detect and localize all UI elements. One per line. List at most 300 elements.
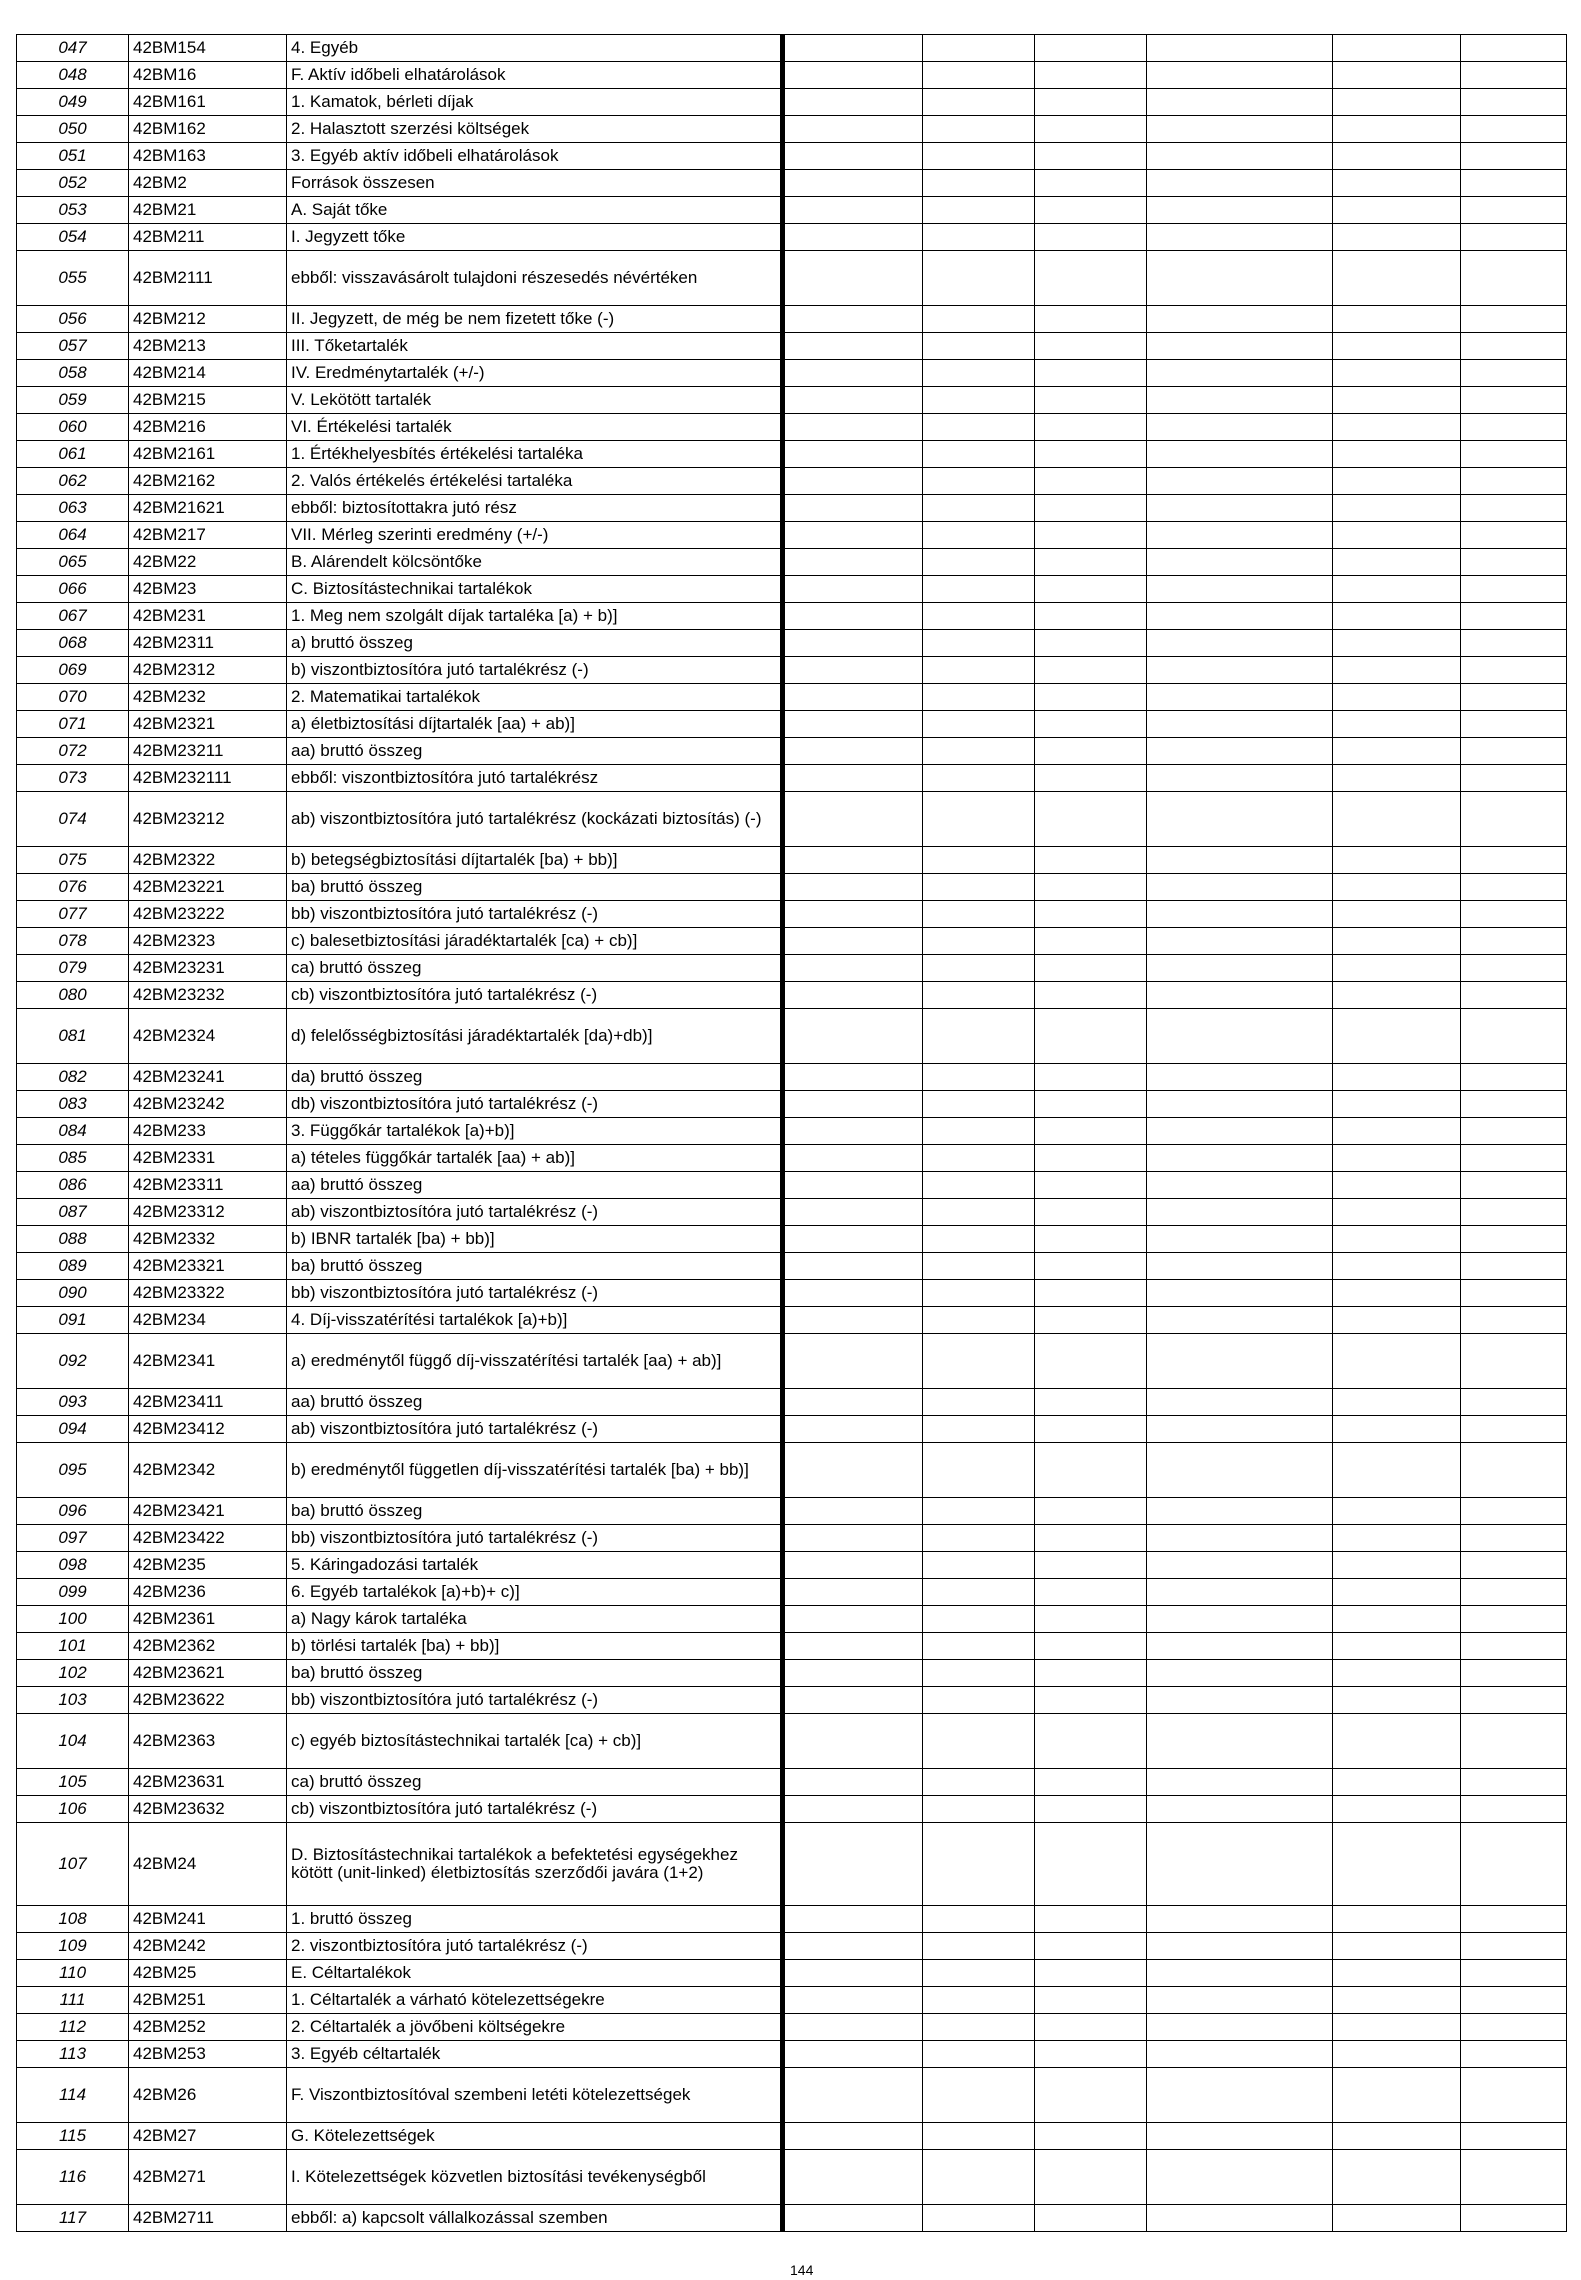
value-cell [923,874,1035,901]
value-cell [1461,1118,1567,1145]
value-cell [1461,657,1567,684]
table-row [17,549,1567,576]
row-description: II. Jegyzett, de még be nem fizetett tőke (-) [287,306,783,333]
table-row [17,333,1567,360]
value-cell [923,116,1035,143]
value-cell [1461,549,1567,576]
value-cell [1461,576,1567,603]
value-cell [1461,2041,1567,2068]
value-cell [1461,738,1567,765]
table-row [17,2068,1567,2123]
row-number: 089 [17,1253,129,1280]
value-cell [1333,495,1461,522]
value-cell [1461,1633,1567,1660]
value-cell [1147,1280,1333,1307]
value-cell [783,1633,923,1660]
value-cell [783,522,923,549]
row-number: 054 [17,224,129,251]
value-cell [1035,414,1147,441]
value-cell [1035,1525,1147,1552]
row-number: 051 [17,143,129,170]
value-cell [923,1307,1035,1334]
value-cell [1333,738,1461,765]
value-cell [783,387,923,414]
table-row [17,1416,1567,1443]
value-cell [923,1145,1035,1172]
row-description: 6. Egyéb tartalékok [a)+b)+ c)] [287,1579,783,1606]
value-cell [1035,1334,1147,1389]
value-cell [1333,170,1461,197]
row-description: a) eredménytől függő díj-visszatérítési tartalék [aa) + ab)] [287,1334,783,1389]
value-cell [923,1769,1035,1796]
row-description: IV. Eredménytartalék (+/-) [287,360,783,387]
value-cell [923,1606,1035,1633]
value-cell [1035,2123,1147,2150]
value-cell [1147,224,1333,251]
row-description: 1. Kamatok, bérleti díjak [287,89,783,116]
value-cell [1333,711,1461,738]
value-cell [1461,982,1567,1009]
value-cell [1333,1389,1461,1416]
value-cell [1333,1714,1461,1769]
value-cell [783,170,923,197]
value-cell [1461,387,1567,414]
value-cell [923,657,1035,684]
value-cell [1147,1443,1333,1498]
table-row [17,89,1567,116]
row-description: bb) viszontbiztosítóra jutó tartalékrész (-) [287,901,783,928]
row-code: 42BM23212 [129,792,287,847]
row-code: 42BM23221 [129,874,287,901]
value-cell [923,2068,1035,2123]
value-cell [1333,901,1461,928]
row-description: a) Nagy károk tartaléka [287,1606,783,1633]
value-cell [1035,1091,1147,1118]
row-description: 2. Halasztott szerzési költségek [287,116,783,143]
value-cell [1035,711,1147,738]
value-cell [923,360,1035,387]
row-code: 42BM23631 [129,1769,287,1796]
row-number: 077 [17,901,129,928]
table-row [17,1009,1567,1064]
row-number: 114 [17,2068,129,2123]
value-cell [1147,1091,1333,1118]
row-number: 082 [17,1064,129,1091]
value-cell [1461,1606,1567,1633]
value-cell [1147,1145,1333,1172]
value-cell [783,657,923,684]
value-cell [1035,1714,1147,1769]
row-description: G. Kötelezettségek [287,2123,783,2150]
value-cell [1333,2150,1461,2205]
row-description: D. Biztosítástechnikai tartalékok a befektetési egységekhez kötött (unit-linked) életbiztosítás szerződői javára (1+2) [287,1823,783,1906]
row-description: ba) bruttó összeg [287,1253,783,1280]
row-code: 42BM22 [129,549,287,576]
row-number: 111 [17,1987,129,2014]
value-cell [1461,116,1567,143]
row-code: 42BM251 [129,1987,287,2014]
row-code: 42BM232111 [129,765,287,792]
value-cell [1147,901,1333,928]
value-cell [783,1525,923,1552]
value-cell [1333,982,1461,1009]
value-cell [1035,522,1147,549]
value-cell [923,306,1035,333]
row-number: 052 [17,170,129,197]
row-description: b) viszontbiztosítóra jutó tartalékrész (-) [287,657,783,684]
value-cell [923,1906,1035,1933]
value-cell [923,1687,1035,1714]
row-code: 42BM2331 [129,1145,287,1172]
row-code: 42BM2322 [129,847,287,874]
value-cell [1333,2014,1461,2041]
value-cell [783,1769,923,1796]
row-description: b) IBNR tartalék [ba) + bb)] [287,1226,783,1253]
value-cell [783,1226,923,1253]
row-code: 42BM23411 [129,1389,287,1416]
row-code: 42BM163 [129,143,287,170]
row-code: 42BM2321 [129,711,287,738]
value-cell [1147,89,1333,116]
value-cell [923,549,1035,576]
value-cell [1461,1498,1567,1525]
value-cell [1333,1064,1461,1091]
value-cell [783,1307,923,1334]
row-code: 42BM235 [129,1552,287,1579]
row-code: 42BM215 [129,387,287,414]
value-cell [1333,522,1461,549]
row-number: 093 [17,1389,129,1416]
value-cell [1461,955,1567,982]
value-cell [1461,1823,1567,1906]
row-number: 110 [17,1960,129,1987]
value-cell [1461,35,1567,62]
value-cell [1461,522,1567,549]
value-cell [1461,1960,1567,1987]
value-cell [1333,1579,1461,1606]
value-cell [1461,1416,1567,1443]
value-cell [1035,1307,1147,1334]
value-cell [1035,143,1147,170]
value-cell [1461,630,1567,657]
value-cell [1333,116,1461,143]
table-row [17,414,1567,441]
row-number: 062 [17,468,129,495]
value-cell [783,360,923,387]
value-cell [1147,1687,1333,1714]
value-cell [1035,1253,1147,1280]
value-cell [1035,603,1147,630]
table-row [17,62,1567,89]
row-code: 42BM2161 [129,441,287,468]
row-description: aa) bruttó összeg [287,1389,783,1416]
value-cell [923,414,1035,441]
value-cell [1333,1307,1461,1334]
value-cell [1461,306,1567,333]
row-code: 42BM2324 [129,1009,287,1064]
value-cell [1147,1987,1333,2014]
value-cell [1147,2205,1333,2232]
row-code: 42BM23222 [129,901,287,928]
value-cell [1461,170,1567,197]
value-cell [1333,333,1461,360]
value-cell [1333,1525,1461,1552]
value-cell [1461,2014,1567,2041]
row-description: ab) viszontbiztosítóra jutó tartalékrész (kockázati biztosítás) (-) [287,792,783,847]
value-cell [1333,197,1461,224]
value-cell [1147,1960,1333,1987]
table-row [17,928,1567,955]
value-cell [1035,1226,1147,1253]
value-cell [783,576,923,603]
value-cell [923,143,1035,170]
row-number: 102 [17,1660,129,1687]
value-cell [1147,143,1333,170]
value-cell [783,1606,923,1633]
row-code: 42BM23242 [129,1091,287,1118]
value-cell [1333,1253,1461,1280]
value-cell [923,1443,1035,1498]
value-cell [783,1199,923,1226]
row-code: 42BM24 [129,1823,287,1906]
row-code: 42BM253 [129,2041,287,2068]
value-cell [783,224,923,251]
table-row [17,874,1567,901]
table-row [17,441,1567,468]
value-cell [1461,1253,1567,1280]
value-cell [1147,1823,1333,1906]
row-number: 090 [17,1280,129,1307]
value-cell [1035,1280,1147,1307]
row-code: 42BM213 [129,333,287,360]
value-cell [923,1987,1035,2014]
value-cell [1461,1796,1567,1823]
row-code: 42BM23421 [129,1498,287,1525]
row-description: db) viszontbiztosítóra jutó tartalékrész (-) [287,1091,783,1118]
value-cell [923,1334,1035,1389]
value-cell [1461,251,1567,306]
value-cell [1035,62,1147,89]
value-cell [1147,414,1333,441]
value-cell [783,1714,923,1769]
value-cell [1147,1118,1333,1145]
value-cell [1461,495,1567,522]
value-cell [923,1389,1035,1416]
value-cell [1147,549,1333,576]
row-description: c) balesetbiztosítási járadéktartalék [ca) + cb)] [287,928,783,955]
value-cell [783,197,923,224]
value-cell [1333,630,1461,657]
row-description: 2. Céltartalék a jövőbeni költségekre [287,2014,783,2041]
value-cell [1333,2068,1461,2123]
value-cell [1461,901,1567,928]
table-row [17,738,1567,765]
row-description: F. Aktív időbeli elhatárolások [287,62,783,89]
value-cell [1333,1226,1461,1253]
row-number: 099 [17,1579,129,1606]
value-cell [783,1987,923,2014]
value-cell [923,333,1035,360]
table-row [17,170,1567,197]
value-cell [1147,630,1333,657]
value-cell [1147,251,1333,306]
row-number: 060 [17,414,129,441]
value-cell [1461,792,1567,847]
value-cell [1147,2123,1333,2150]
row-number: 066 [17,576,129,603]
row-number: 085 [17,1145,129,1172]
value-cell [1147,2014,1333,2041]
value-cell [1147,35,1333,62]
value-cell [783,251,923,306]
row-description: Források összesen [287,170,783,197]
row-code: 42BM271 [129,2150,287,2205]
value-cell [1147,360,1333,387]
row-number: 076 [17,874,129,901]
table-row [17,35,1567,62]
value-cell [783,1498,923,1525]
value-cell [1035,387,1147,414]
value-cell [1333,1687,1461,1714]
value-cell [1461,1525,1567,1552]
table-row [17,224,1567,251]
value-cell [1461,468,1567,495]
row-description: 1. Értékhelyesbítés értékelési tartaléka [287,441,783,468]
value-cell [1147,116,1333,143]
row-number: 113 [17,2041,129,2068]
value-cell [1333,1334,1461,1389]
row-number: 107 [17,1823,129,1906]
value-cell [783,874,923,901]
value-cell [1461,1906,1567,1933]
value-cell [1147,1064,1333,1091]
value-cell [1333,549,1461,576]
value-cell [1147,576,1333,603]
value-cell [1147,847,1333,874]
value-cell [1333,360,1461,387]
value-cell [923,576,1035,603]
value-cell [1333,1118,1461,1145]
row-code: 42BM2332 [129,1226,287,1253]
table-row [17,765,1567,792]
row-code: 42BM23622 [129,1687,287,1714]
value-cell [783,955,923,982]
value-cell [783,2014,923,2041]
table-row [17,1769,1567,1796]
row-description: ebből: viszontbiztosítóra jutó tartalékrész [287,765,783,792]
value-cell [783,1687,923,1714]
row-code: 42BM23412 [129,1416,287,1443]
value-cell [1035,792,1147,847]
value-cell [783,1579,923,1606]
value-cell [1147,62,1333,89]
table-row [17,1172,1567,1199]
value-cell [783,1823,923,1906]
row-code: 42BM236 [129,1579,287,1606]
value-cell [1461,711,1567,738]
value-cell [1035,1687,1147,1714]
row-description: ab) viszontbiztosítóra jutó tartalékrész (-) [287,1416,783,1443]
value-cell [1147,1906,1333,1933]
row-number: 067 [17,603,129,630]
value-cell [923,684,1035,711]
value-cell [1461,89,1567,116]
value-cell [1461,1064,1567,1091]
value-cell [1147,1552,1333,1579]
value-cell [1461,2068,1567,2123]
value-cell [1147,441,1333,468]
table-row [17,1226,1567,1253]
row-number: 047 [17,35,129,62]
value-cell [783,1933,923,1960]
row-description: III. Tőketartalék [287,333,783,360]
row-number: 065 [17,549,129,576]
row-description: VII. Mérleg szerinti eredmény (+/-) [287,522,783,549]
table-row [17,792,1567,847]
value-cell [923,928,1035,955]
row-number: 055 [17,251,129,306]
row-number: 069 [17,657,129,684]
value-cell [783,1172,923,1199]
value-cell [1461,847,1567,874]
row-description: b) törlési tartalék [ba) + bb)] [287,1633,783,1660]
value-cell [1035,1118,1147,1145]
value-cell [1333,1443,1461,1498]
value-cell [783,2123,923,2150]
value-cell [923,1091,1035,1118]
value-cell [1333,1960,1461,1987]
value-cell [783,711,923,738]
value-cell [1333,1933,1461,1960]
value-cell [923,1226,1035,1253]
table-row [17,657,1567,684]
value-cell [783,1552,923,1579]
value-cell [923,170,1035,197]
row-description: ba) bruttó összeg [287,1498,783,1525]
row-code: 42BM2362 [129,1633,287,1660]
value-cell [1035,1389,1147,1416]
table-row [17,143,1567,170]
row-description: ebből: a) kapcsolt vállalkozással szemben [287,2205,783,2232]
value-cell [923,495,1035,522]
row-code: 42BM23 [129,576,287,603]
value-cell [1461,1552,1567,1579]
value-cell [783,2041,923,2068]
value-cell [923,630,1035,657]
value-cell [783,143,923,170]
value-cell [1461,603,1567,630]
row-number: 094 [17,1416,129,1443]
table-row [17,1633,1567,1660]
value-cell [923,2014,1035,2041]
value-cell [783,630,923,657]
value-cell [1333,2041,1461,2068]
table-row [17,1064,1567,1091]
value-cell [923,522,1035,549]
row-number: 081 [17,1009,129,1064]
row-description: 1. Meg nem szolgált díjak tartaléka [a) + b)] [287,603,783,630]
row-code: 42BM217 [129,522,287,549]
value-cell [1035,1416,1147,1443]
row-description: ca) bruttó összeg [287,1769,783,1796]
row-code: 42BM23311 [129,1172,287,1199]
row-code: 42BM23241 [129,1064,287,1091]
table-row [17,2150,1567,2205]
value-cell [1035,1145,1147,1172]
row-description: 3. Egyéb céltartalék [287,2041,783,2068]
value-cell [1461,1714,1567,1769]
row-number: 061 [17,441,129,468]
